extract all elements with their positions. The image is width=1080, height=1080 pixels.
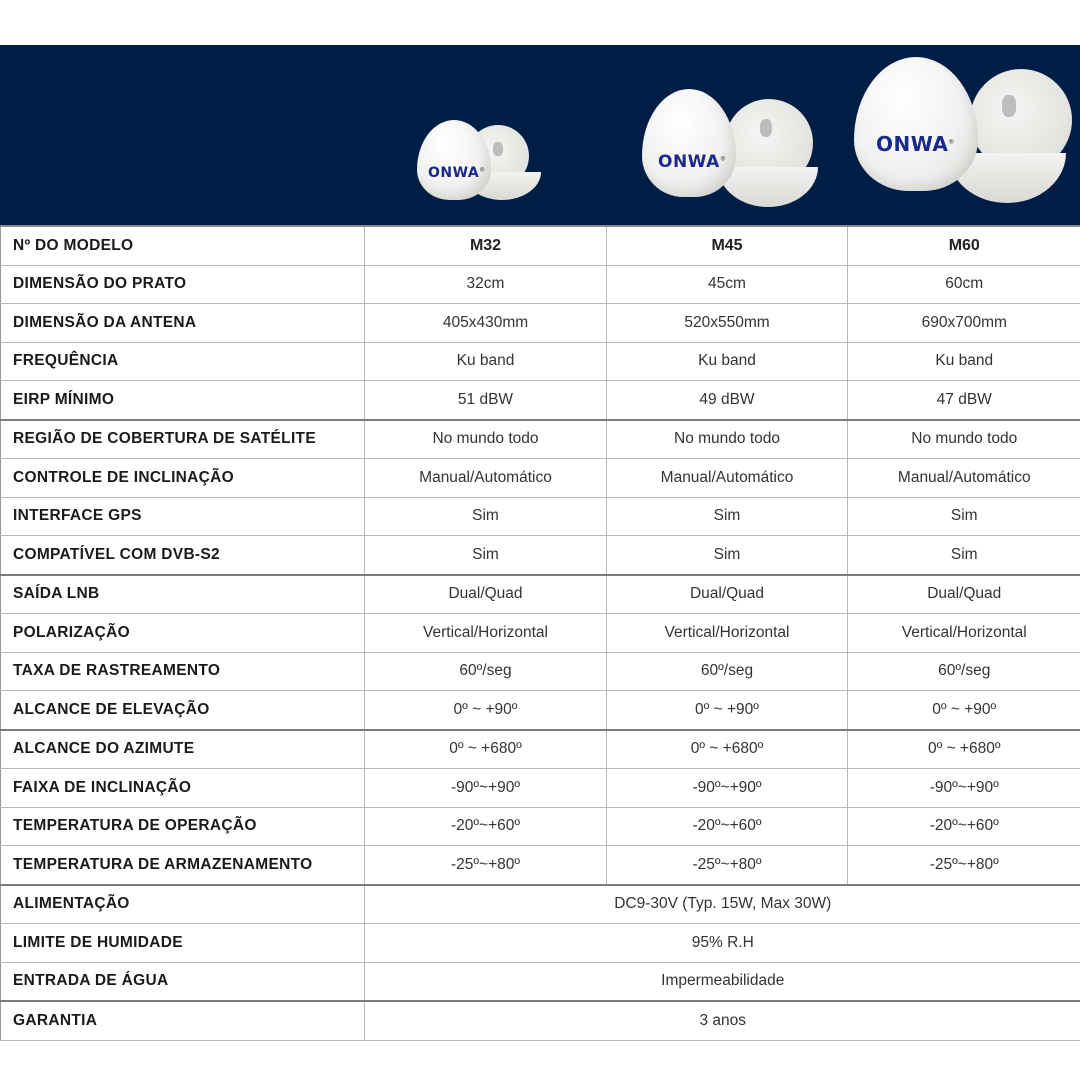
row-label: DIMENSÃO DA ANTENA	[1, 304, 365, 343]
table-row	[1, 265, 1080, 304]
cell-value: Ku band	[848, 342, 1080, 381]
table-row	[1, 497, 1080, 536]
cell-value: Ku band	[365, 342, 607, 381]
cell-value: -90º~+90º	[607, 769, 848, 808]
product-banner	[0, 45, 1080, 225]
model-m60: M60	[848, 226, 1080, 265]
cell-value: 0º ~ +680º	[848, 730, 1080, 769]
shared-value: DC9-30V (Typ. 15W, Max 30W)	[365, 885, 1080, 924]
cell-value: 47 dBW	[848, 381, 1080, 420]
table-row	[1, 614, 1080, 653]
table-row	[1, 304, 1080, 343]
product-image-m45	[640, 87, 820, 212]
cell-value: 45cm	[607, 265, 848, 304]
cell-value: -90º~+90º	[848, 769, 1080, 808]
row-label: ALIMENTAÇÃO	[1, 885, 365, 924]
row-label: SAÍDA LNB	[1, 575, 365, 614]
cell-value: Vertical/Horizontal	[607, 614, 848, 653]
table-row	[1, 730, 1080, 769]
cell-value: No mundo todo	[607, 420, 848, 459]
table-row	[1, 342, 1080, 381]
cell-value: Dual/Quad	[848, 575, 1080, 614]
cell-value: 60º/seg	[848, 652, 1080, 691]
radome-icon	[854, 57, 978, 191]
cell-value: Sim	[848, 536, 1080, 575]
row-label: ALCANCE DE ELEVAÇÃO	[1, 691, 365, 730]
cell-value: 0º ~ +90º	[365, 691, 607, 730]
table-row	[1, 536, 1080, 575]
row-label: TEMPERATURA DE ARMAZENAMENTO	[1, 846, 365, 885]
brand-text: ONWA	[876, 132, 949, 156]
table-row	[1, 807, 1080, 846]
cell-value: Sim	[365, 536, 607, 575]
cell-value: 0º ~ +90º	[607, 691, 848, 730]
table-header-row	[1, 226, 1080, 265]
brand-text: ONWA	[428, 165, 480, 181]
table-row	[1, 691, 1080, 730]
shared-value: Impermeabilidade	[365, 962, 1080, 1001]
cell-value: -20º~+60º	[365, 807, 607, 846]
base-icon	[718, 167, 818, 207]
cell-value: 32cm	[365, 265, 607, 304]
row-label: CONTROLE DE INCLINAÇÃO	[1, 459, 365, 498]
table-row	[1, 1001, 1080, 1040]
model-m32: M32	[365, 226, 607, 265]
row-label: POLARIZAÇÃO	[1, 614, 365, 653]
cell-value: -25º~+80º	[365, 846, 607, 885]
table-row	[1, 846, 1080, 885]
feed-horn-icon	[493, 142, 503, 156]
table-row	[1, 575, 1080, 614]
cell-value: No mundo todo	[365, 420, 607, 459]
cell-value: Dual/Quad	[365, 575, 607, 614]
row-label: TEMPERATURA DE OPERAÇÃO	[1, 807, 365, 846]
cell-value: 0º ~ +680º	[365, 730, 607, 769]
cell-value: 60º/seg	[607, 652, 848, 691]
cell-value: 60º/seg	[365, 652, 607, 691]
cell-value: Ku band	[607, 342, 848, 381]
row-label: ENTRADA DE ÁGUA	[1, 962, 365, 1001]
table-row	[1, 381, 1080, 420]
brand-text: ONWA	[658, 152, 720, 172]
cell-value: 60cm	[848, 265, 1080, 304]
cell-value: Vertical/Horizontal	[365, 614, 607, 653]
cell-value: 49 dBW	[607, 381, 848, 420]
cell-value: 690x700mm	[848, 304, 1080, 343]
table-row	[1, 924, 1080, 963]
cell-value: Vertical/Horizontal	[848, 614, 1080, 653]
brand-logo: ONWA®	[658, 152, 727, 172]
shared-value: 95% R.H	[365, 924, 1080, 963]
row-label: ALCANCE DO AZIMUTE	[1, 730, 365, 769]
specification-table	[0, 225, 1080, 1041]
cell-value: Sim	[365, 497, 607, 536]
cell-value: Dual/Quad	[607, 575, 848, 614]
row-label: EIRP MÍNIMO	[1, 381, 365, 420]
cell-value: No mundo todo	[848, 420, 1080, 459]
product-image-m60	[852, 55, 1077, 213]
row-label: GARANTIA	[1, 1001, 365, 1040]
row-label: FAIXA DE INCLINAÇÃO	[1, 769, 365, 808]
brand-logo: ONWA®	[876, 132, 955, 156]
table-row	[1, 459, 1080, 498]
row-label: DIMENSÃO DO PRATO	[1, 265, 365, 304]
model-m45: M45	[607, 226, 848, 265]
shared-value: 3 anos	[365, 1001, 1080, 1040]
row-label: FREQUÊNCIA	[1, 342, 365, 381]
row-label: INTERFACE GPS	[1, 497, 365, 536]
cell-value: Manual/Automático	[365, 459, 607, 498]
table-row	[1, 769, 1080, 808]
feed-horn-icon	[760, 119, 772, 137]
cell-value: -25º~+80º	[607, 846, 848, 885]
table-row	[1, 420, 1080, 459]
cell-value: Sim	[607, 497, 848, 536]
table-row	[1, 652, 1080, 691]
cell-value: 51 dBW	[365, 381, 607, 420]
row-label: COMPATÍVEL COM DVB-S2	[1, 536, 365, 575]
cell-value: -90º~+90º	[365, 769, 607, 808]
cell-value: 0º ~ +90º	[848, 691, 1080, 730]
cell-value: Sim	[848, 497, 1080, 536]
feed-horn-icon	[1002, 95, 1016, 117]
cell-value: -20º~+60º	[607, 807, 848, 846]
row-label: Nº DO MODELO	[1, 226, 365, 265]
row-label: LIMITE DE HUMIDADE	[1, 924, 365, 963]
table-row	[1, 962, 1080, 1001]
cell-value: 520x550mm	[607, 304, 848, 343]
table-row	[1, 885, 1080, 924]
row-label: REGIÃO DE COBERTURA DE SATÉLITE	[1, 420, 365, 459]
cell-value: 0º ~ +680º	[607, 730, 848, 769]
radome-icon	[642, 89, 736, 197]
cell-value: Manual/Automático	[848, 459, 1080, 498]
cell-value: Manual/Automático	[607, 459, 848, 498]
brand-logo: ONWA®	[428, 165, 486, 181]
product-image-m32	[415, 110, 545, 210]
cell-value: 405x430mm	[365, 304, 607, 343]
cell-value: Sim	[607, 536, 848, 575]
cell-value: -20º~+60º	[848, 807, 1080, 846]
cell-value: -25º~+80º	[848, 846, 1080, 885]
row-label: TAXA DE RASTREAMENTO	[1, 652, 365, 691]
